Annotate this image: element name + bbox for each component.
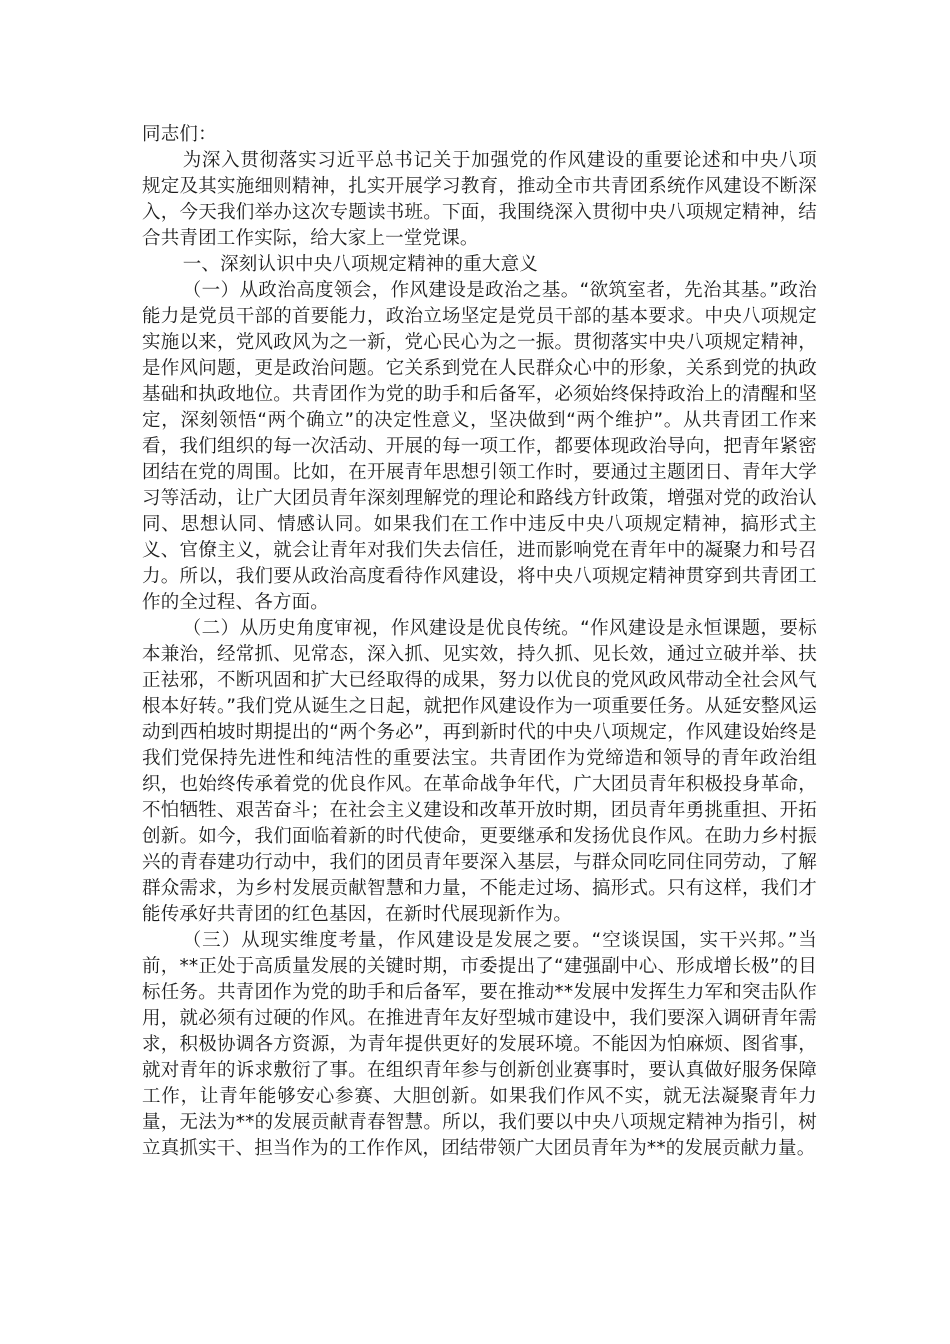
document-body (142, 122, 817, 1162)
paragraph-political: （一）从政治高度领会，作风建设是政治之基。“欲筑室者，先治其基。”政治能力是党员干部的首要能力，政治立场坚定是党员干部的基本要求。中央八项规定实施以来，党风政风为之一新，党心民心为之一振。贯彻落实中央八项规定精神，是作风问题，更是政治问题。它关系到党在人民群众心中的形象，关系到党的执政基础和执政地位。共青团作为党的助手和后备军，必须始终保持政治上的清醒和坚定，深刻领悟“两个确立”的决定性意义，坚决做到“两个维护”。从共青团工作来看，我们组织的每一次活动、开展的每一项工作，都要体现政治导向，把青年紧密团结在党的周围。比如，在开展青年思想引领工作时，要通过主题团日、青年大学习等活动，让广大团员青年深刻理解党的理论和路线方针政策，增强对党的政治认同、思想认同、情感认同。如果我们在工作中违反中央八项规定精神，搞形式主义、官僚主义，就会让青年对我们失去信任，进而影响党在青年中的凝聚力和号召力。所以，我们要从政治高度看待作风建设，将中央八项规定精神贯穿到共青团工作的全过程、各方面。 (142, 280, 817, 613)
paragraph-practical: （三）从现实维度考量，作风建设是发展之要。“空谈误国，实干兴邦。”当前，**正处于高质量发展的关键时期，市委提出了“建强副中心、形成增长极”的目标任务。共青团作为党的助手和后备军，要在推动**发展中发挥生力军和突击队作用，就必须有过硬的作风。在推进青年友好型城市建设中，我们要深入调研青年需求，积极协调各方资源，为青年提供更好的发展环境。不能因为怕麻烦、图省事，就对青年的诉求敷衍了事。在组织青年参与创新创业赛事时，要认真做好服务保障工作，让青年能够安心参赛、大胆创新。如果我们作风不实，就无法凝聚青年力量，无法为**的发展贡献青春智慧。所以，我们要以中央八项规定精神为指引，树立真抓实干、担当作为的工作作风，团结带领广大团员青年为**的发展贡献力量。 (142, 930, 817, 1159)
paragraph-historical: （二）从历史角度审视，作风建设是优良传统。“作风建设是永恒课题，要标本兼治，经常抓、见常态，深入抓、见实效，持久抓、见长效，通过立破并举、扶正祛邪，不断巩固和扩大已经取得的成果，努力以优良的党风政风带动全社会风气根本好转。”我们党从诞生之日起，就把作风建设作为一项重要任务。从延安整风运动到西柏坡时期提出的“两个务必”，再到新时代的中央八项规定，作风建设始终是我们党保持先进性和纯洁性的重要法宝。共青团作为党缔造和领导的青年政治组织，也始终传承着党的优良作风。在革命战争年代，广大团员青年积极投身革命，不怕牺牲、艰苦奋斗；在社会主义建设和改革开放时期，团员青年勇挑重担、开拓创新。如今，我们面临着新的时代使命，更要继承和发扬优良作风。在助力乡村振兴的青春建功行动中，我们的团员青年要深入基层，与群众同吃同住同劳动，了解群众需求，为乡村发展贡献智慧和力量，不能走过场、搞形式。只有这样，我们才能传承好共青团的红色基因，在新时代展现新作为。 (142, 618, 817, 925)
salutation: 同志们： (142, 124, 217, 145)
intro-paragraph: 为深入贯彻落实习近平总书记关于加强党的作风建设的重要论述和中央八项规定及其实施细则精神，扎实开展学习教育，推动全市共青团系统作风建设不断深入，今天我们举办这次专题读书班。下面，我围绕深入贯彻中央八项规定精神，结合共青团工作实际，给大家上一堂党课。 (142, 150, 817, 249)
section-heading: 一、深刻认识中央八项规定精神的重大意义 (182, 254, 538, 275)
